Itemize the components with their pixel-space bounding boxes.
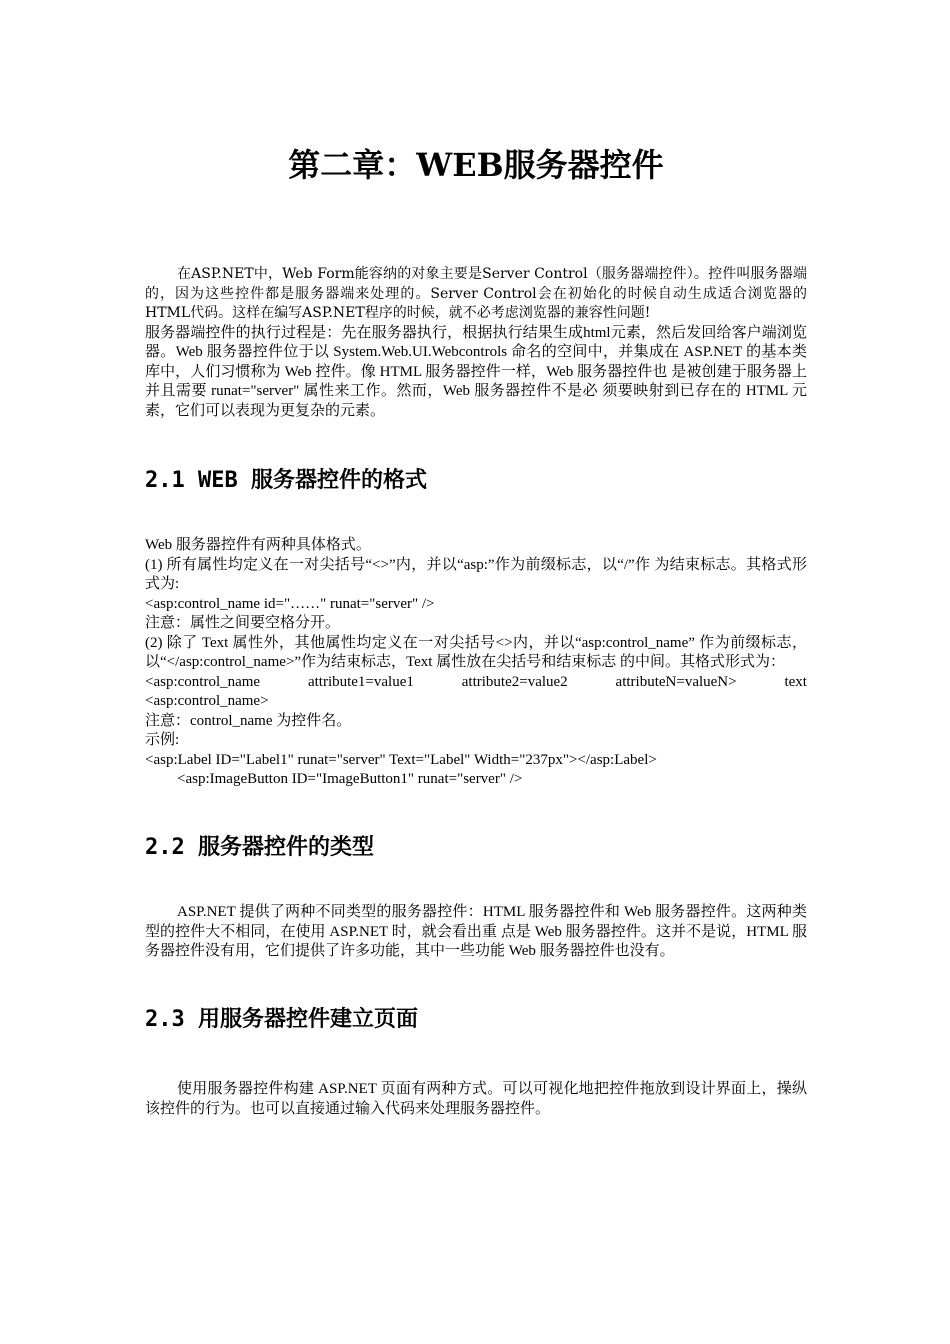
- section-2-1-body: [145, 536, 807, 790]
- server-control-types-paragraph: ASP.NET 提供了两种不同类型的服务器控件：HTML 服务器控件和 Web 服务器控件。这两种类型的控件大不相同，在使用 ASP.NET 时，就会看出重 点是 Web 服务器控件。这并不是说，HTML 服务器控件没有用，它们提供了许多功能，其中一些功能 Web 服务器控件也没有。: [145, 904, 807, 959]
- example-code-2: <asp:ImageButton ID="ImageButton1" runat="server" />: [177, 771, 523, 787]
- format-intro-line: Web 服务器控件有两种具体格式。: [145, 537, 371, 553]
- section-2-2-body: [145, 903, 807, 962]
- intro-section: [145, 265, 807, 421]
- section-2-3-body: [145, 1080, 807, 1119]
- intro-paragraph-1: 在ASP.NET中，Web Form能容纳的对象主要是Server Control（服务器端控件）。控件叫服务器端的，因为这些控件都是服务器端来处理的。Server Control会在初始化的时候自动生成适合浏览器的HTML代码。这样在编写ASP.NET程序的时候，就不必考虑浏览器的兼容性问题!: [145, 266, 807, 321]
- format-code-2-end: <asp:control_name>: [145, 693, 269, 709]
- format-rule-1: (1) 所有属性均定义在一对尖括号“<>”内，并以“asp:”作为前缀标志，以“/”作 为结束标志。其格式形式为:: [145, 556, 807, 592]
- section-heading-2-2: 2.2 服务器控件的类型: [145, 835, 374, 860]
- format-code-part: attribute1=value1: [307, 673, 414, 690]
- format-code-1: <asp:control_name id="……" runat="server" />: [145, 595, 435, 612]
- example-code-1: <asp:Label ID="Label1" runat="server" Text="Label" Width="237px"></asp:Label>: [145, 751, 657, 768]
- format-note-1: 注意：属性之间要空格分开。: [145, 615, 341, 631]
- format-note-2: 注意：control_name 为控件名。: [145, 712, 352, 729]
- format-code-part: text: [784, 673, 807, 690]
- format-code-part: <asp:control_name: [145, 673, 261, 690]
- format-code-part: attributeN=valueN>: [615, 673, 737, 690]
- section-heading-2-3: 2.3 用服务器控件建立页面: [145, 1007, 418, 1032]
- page-title: 第二章：WEB服务器控件: [288, 146, 664, 184]
- example-label: 示例:: [145, 732, 180, 748]
- intro-paragraph-2: 服务器端控件的执行过程是：先在服务器执行，根据执行结果生成html元素，然后发回给客户端浏览器。Web 服务器控件位于以 System.Web.UI.Webcontrols 命名的空间中，并集成在 ASP.NET 的基本类库中，人们习惯称为 Web 控件。像 HTML 服务器控件一样，Web 服务器控件也 是被创建于服务器上并且需要 runat="server" 属性来工作。然而，Web 服务器控件不是必 须要映射到已存在的 HTML 元素，它们可以表现为更复杂的元素。: [145, 324, 807, 419]
- build-page-paragraph: 使用服务器控件构建 ASP.NET 页面有两种方式。可以可视化地把控件拖放到设计界面上，操纵该控件的行为。也可以直接通过输入代码来处理服务器控件。: [145, 1081, 807, 1117]
- format-code-2-line: [145, 673, 807, 693]
- format-rule-2: (2) 除了 Text 属性外，其他属性均定义在一对尖括号<>内，并以“asp:control_name” 作为前缀标志，以“</asp:control_name>”作为结束标志，Text 属性放在尖括号和结束标志 的中间。其格式形式为：: [145, 634, 807, 670]
- section-heading-2-1: 2.1 WEB 服务器控件的格式: [145, 468, 427, 493]
- format-code-part: attribute2=value2: [461, 673, 568, 690]
